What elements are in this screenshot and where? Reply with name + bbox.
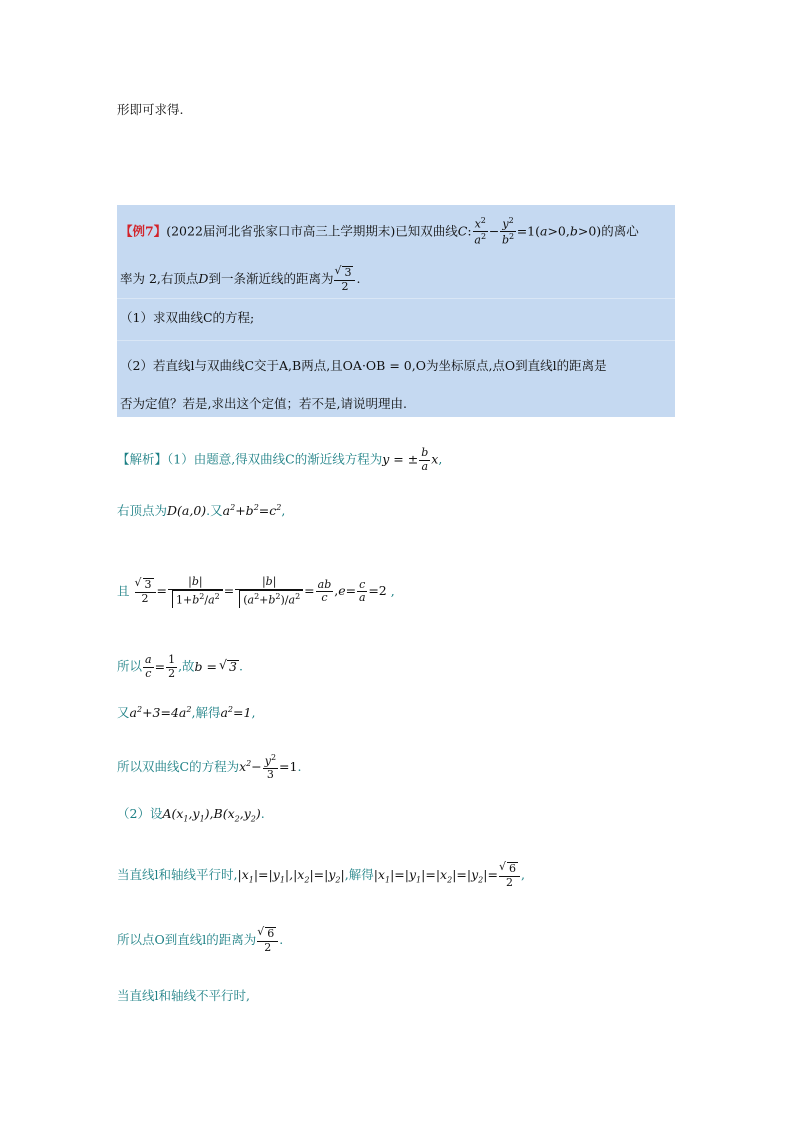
question-2-line-1: （2）若直线l与双曲线C交于A,B两点,且OA·OB = 0,O为坐标原点,点O到直线l的距离是: [120, 358, 607, 373]
solution-line-7: （2）设$A(x_1,y_1),B(x_2,y_2)$.: [117, 806, 265, 824]
divider: [117, 340, 675, 341]
problem-line-1: 【例7】(2022届河北省张家口市高三上学期期末)已知双曲线C: $\frac{x^2}{a^2}$ − $\frac{y^2}{b^2}$ =1(a>0,b>0)的离心: [120, 216, 639, 247]
solution-line-10: 当直线l和轴线不平行时,: [117, 988, 250, 1003]
solution-line-5: 又$a^2+3=4a^2$,解得$a^2=1$,: [117, 705, 256, 721]
frac-x2-a2: $\frac{x^2}{a^2}$: [474, 216, 487, 247]
solution-line-8: 当直线l和轴线平行时$,|x_1|=|y_1|,|x_2|=|y_2|$,解得$|x_1|=|y_1|=|x_2|=|y_2|=$ √ $\frac{6}{2}$ ,: [117, 862, 525, 889]
solution-line-2: 右顶点为D(a,0).又$a^2+b^2=c^2$,: [117, 503, 286, 519]
solution-line-1: 【解析】（1）由题意,得双曲线C的渐近线方程为y = ± $\frac{b}{a}$ x,: [117, 446, 443, 473]
frac-sqrt3-2: √ $\frac{3}{2}$: [334, 266, 355, 293]
question-2-line-2: 否为定值？若是,求出这个定值；若不是,请说明理由.: [120, 396, 407, 411]
frac-y2-b2: $\frac{y^2}{b^2}$: [501, 216, 515, 247]
solution-line-9: 所以点O到直线l的距离为 √ $\frac{6}{2}$ .: [117, 927, 283, 954]
divider: [117, 298, 675, 299]
solution-line-6: 所以双曲线C的方程为$x^2-$ $\frac{y^2}{3}$ =1.: [117, 753, 302, 782]
solution-line-4: 所以 $\frac{a}{c}$ = $\frac{1}{2}$ ,故b = √ 3 .: [117, 654, 243, 680]
problem-stem: (2022届河北省张家口市高三上学期期末)已知双曲线: [166, 223, 458, 239]
intro-text: 形即可求得.: [117, 102, 184, 117]
solution-line-3: 且 √ $\frac{3}{2}$ = $\frac{|b|}{1+b^2/a^2}$ = $\frac{|b|}{(a^2+b^2)/a^2}$ = $\frac{ab}{c}$ ,e= $\frac{c}{a}$ =2 ,: [117, 576, 395, 608]
question-1: （1）求双曲线C的方程;: [120, 310, 255, 325]
example-tag: 【例7】: [120, 223, 167, 239]
problem-line-2: 率为 2,右顶点D到一条渐近线的距离为 √ $\frac{3}{2}$ .: [120, 266, 360, 293]
